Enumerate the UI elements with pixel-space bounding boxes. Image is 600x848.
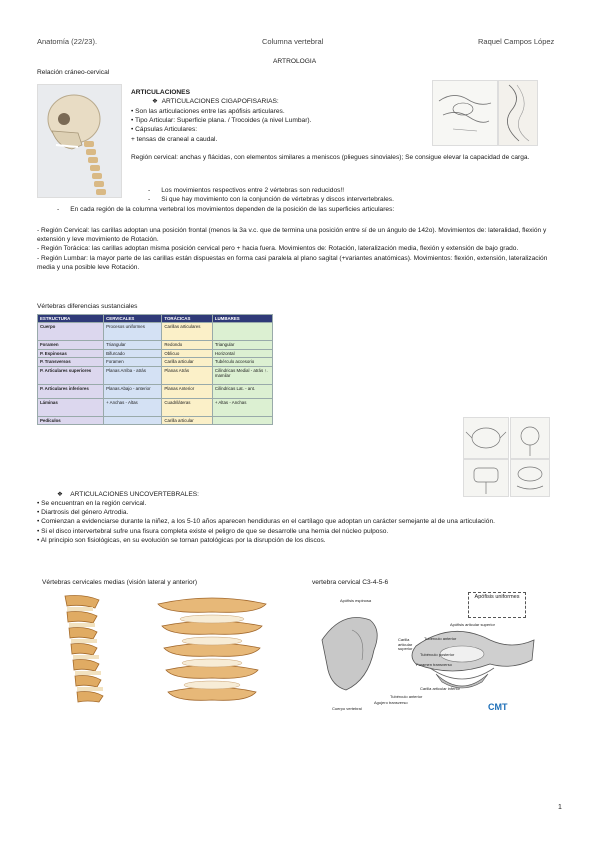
dash-list xyxy=(148,186,548,204)
capsula-line: + tensas de craneal a caudal. xyxy=(131,135,218,143)
figure-label: Foramen transverso xyxy=(416,662,452,667)
section-label: Relación cráneo-cervical xyxy=(37,69,110,76)
table-header: LUMBARES xyxy=(212,315,272,323)
cigapofisarias-bullets xyxy=(131,107,431,144)
figure-label: Carilla articular superior xyxy=(398,637,413,652)
caption-left: Vértebras cervicales medias (visión lateral y anterior) xyxy=(42,579,198,586)
table-row: P. Transversos Foramen Carilla articular Tubérculo accesorio xyxy=(38,358,273,366)
table-row: Pedículos Carilla articular xyxy=(38,416,273,424)
figure-label: Agujero transverso xyxy=(374,700,408,705)
region-cervical: - Región Cervical: las carillas adoptan una posición frontal (menos la 3a v.c. que de termina una posición entre sí de un ángulo de 142o). Movimientos de: lateralidad, flexión y extensión y leve movimiento de Rotación. xyxy=(37,227,547,244)
vertebra-sketch-3 xyxy=(463,459,509,497)
list-item: • Son las articulaciones entre las apófisis articulares. xyxy=(131,108,285,115)
table-row: Láminas + Anchas - Altas Cuadriláteras + Altas - Anchas xyxy=(38,398,273,416)
table-header: ESTRUCTURA xyxy=(38,315,104,323)
uncovertebrales-bullets xyxy=(37,499,557,545)
list-item: • Se encuentran en la región cervical. xyxy=(37,500,147,507)
caption-right: vertebra cervical C3-4-5-6 xyxy=(312,579,389,586)
table-row: P. Espinosas Bifurcado Oblicuo Horizontal xyxy=(38,349,273,357)
table-header: TORÁCICAS xyxy=(162,315,212,323)
table-header: CERVICALES xyxy=(104,315,162,323)
table-row: Cuerpo Procesos uniformes Carillas articulares xyxy=(38,323,273,341)
list-item: • Cápsulas Articulares: xyxy=(131,126,198,134)
table-header-row xyxy=(38,315,273,323)
vertebra-sketch-4 xyxy=(510,459,550,497)
table-row: P. Articulares superiores Planas Arriba - atrás Planas Atrás Cilíndricas Medial - atrás ↑. mamilar xyxy=(38,366,273,384)
table-row: Foramen Triangular Redondo Triangular xyxy=(38,341,273,349)
cmt-watermark: CMT xyxy=(488,702,508,712)
page-number: 1 xyxy=(558,804,562,811)
list-item: - Los movimientos respectivos entre 2 vértebras son reducidos!! xyxy=(148,187,345,194)
diamond-icon: ❖ xyxy=(57,491,71,498)
skull-spine-image xyxy=(37,84,122,198)
facet-joint-sketch xyxy=(432,80,498,146)
list-item: • Tipo Articular: Superficie plana. / Trocoides (a nivel Lumbar). xyxy=(131,117,312,125)
table-caption: Vértebras diferencias sustanciales xyxy=(37,303,138,310)
list-item: • Diartrosis del género Artrodia. xyxy=(37,509,129,517)
cervical-spine-anterior-image xyxy=(148,592,276,704)
region-lumbar: - Región Lumbar: la mayor parte de las carillas están dispuestas en forma casi paralela al plano sagital (+variantes anatómicas). Movimientos: flexión, extensión, lateralización media y una posible leve Rotación. xyxy=(37,254,548,271)
list-item: - Si que hay movimiento con la conjunción de vértebras y discos intervertebrales. xyxy=(148,196,394,204)
vertebra-sketch-1 xyxy=(463,417,509,459)
uncovertebrales-heading: ❖ ARTICULACIONES UNCOVERTEBRALES: xyxy=(57,491,199,498)
apofisis-uniformes-box: Apófisis uniformes xyxy=(468,592,526,618)
header-author: Raquel Campos López xyxy=(478,37,555,46)
header-topic: Columna vertebral xyxy=(262,37,324,46)
figure-label: Cuerpo vertebral xyxy=(332,706,362,711)
spine-section-sketch xyxy=(498,80,538,146)
header-course: Anatomía (22/23). xyxy=(37,37,98,46)
articulaciones-heading: ARTICULACIONES xyxy=(131,89,190,96)
page-title: ARTROLOGIA xyxy=(273,58,317,65)
diamond-icon: ❖ xyxy=(152,98,162,105)
cigapofisarias-heading: ❖ ARTICULACIONES CIGAPOFISARIAS: xyxy=(152,98,279,105)
list-item: • Si el disco intervertebral sufre una fisura completa existe el peligro de que se desarrolle una hernia del núcleo pulposo. xyxy=(37,527,389,535)
list-item: • Comienzan a evidenciarse durante la niñez, a los 5-10 años aparecen hendiduras en el cartílago que adoptan un carácter semejante al de una articulación. xyxy=(37,518,495,526)
figure-label: Apófisis espinosa xyxy=(340,598,372,603)
figure-label: Tubérculo anterior xyxy=(390,694,423,699)
vertebra-sketch-2 xyxy=(510,417,550,459)
vertebrae-table xyxy=(37,314,273,425)
dash-list-item-regions: - En cada región de la columna vertebral los movimientos dependen de la posición de las superficies articulares: xyxy=(57,206,395,213)
regions-block xyxy=(37,226,557,272)
cervical-vertebra-illustration xyxy=(312,590,542,720)
list-item: • Al principio son fisiológicas, en su evolución se tornan patológicas por la disrupción de los discos. xyxy=(37,536,326,544)
table-row: P. Articulares inferiores Planas Abajo - anterior Planas Anterior Cilíndricas Lat. - ant. xyxy=(38,384,273,398)
figure-label: Tubérculo anterior xyxy=(424,636,457,641)
figure-label: Apófisis articular superior xyxy=(450,622,495,627)
cervical-paragraph: Región cervical: anchas y flácidas, con elementos similares a meniscos (pliegues sinoviales); Se consigue elevar la capacidad de carga. xyxy=(131,154,530,161)
region-toracica: - Región Torácica: las carillas adoptan misma posición cervical pero + hacia fuera. Movimientos de: Rotación, lateralización media, flexión y extensión de bajo grado. xyxy=(37,245,519,253)
vertebrae-table-wrapper xyxy=(37,314,273,425)
figure-label: Carilla articular inferior xyxy=(420,686,461,691)
figure-label: Tubérculo posterior xyxy=(420,652,455,657)
cervical-spine-lateral-image xyxy=(55,592,115,704)
